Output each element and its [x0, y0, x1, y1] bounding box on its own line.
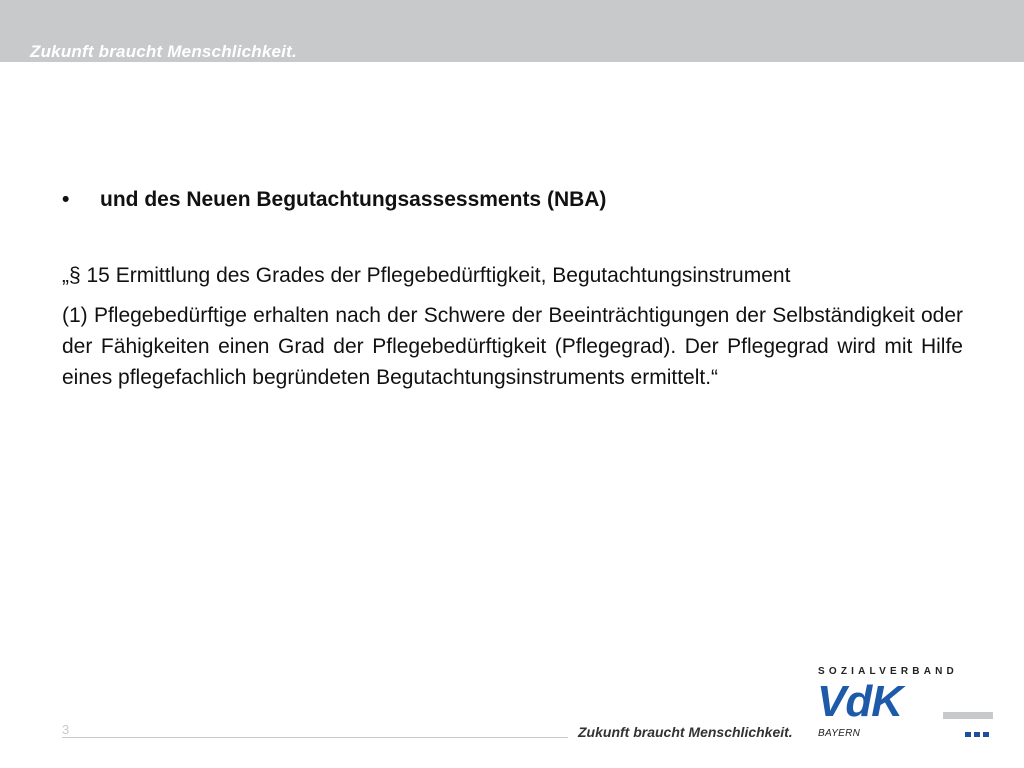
bullet-item: [62, 188, 606, 212]
page-number: 3: [62, 722, 70, 737]
logo-region-text: BAYERN: [818, 728, 861, 739]
header-bar: [0, 0, 1024, 62]
header-slogan: Zukunft braucht Menschlichkeit.: [30, 42, 297, 61]
logo-block-2: [974, 732, 980, 737]
footer-divider: [62, 737, 568, 738]
logo-block-1: [965, 732, 971, 737]
vdk-logo: [815, 662, 997, 742]
footer-slogan: Zukunft braucht Menschlichkeit.: [578, 724, 793, 740]
logo-underline-bar: [943, 712, 993, 719]
paragraph-body: (1) Pflegebedürftige erhalten nach der Schwere der Beeinträchtigungen der Selbständigkeit oder der Fähigkeiten einen Grad der Pflegebedürftigkeit (Pflegegrad). Der Pflegegrad wird mit Hilfe eines pflegefachlich begründeten Begutachtungsinstruments ermittelt.“: [62, 304, 963, 389]
logo-top-text: SOZIALVERBAND: [818, 666, 958, 677]
bullet-marker: •: [62, 188, 70, 211]
logo-block-3: [983, 732, 989, 737]
bullet-text: und des Neuen Begutachtungsassessments (NBA): [100, 188, 607, 211]
paragraph-title: „§ 15 Ermittlung des Grades der Pflegebedürftigkeit, Begutachtungsinstrument: [62, 264, 791, 287]
logo-brand-text: VdK: [817, 680, 902, 726]
